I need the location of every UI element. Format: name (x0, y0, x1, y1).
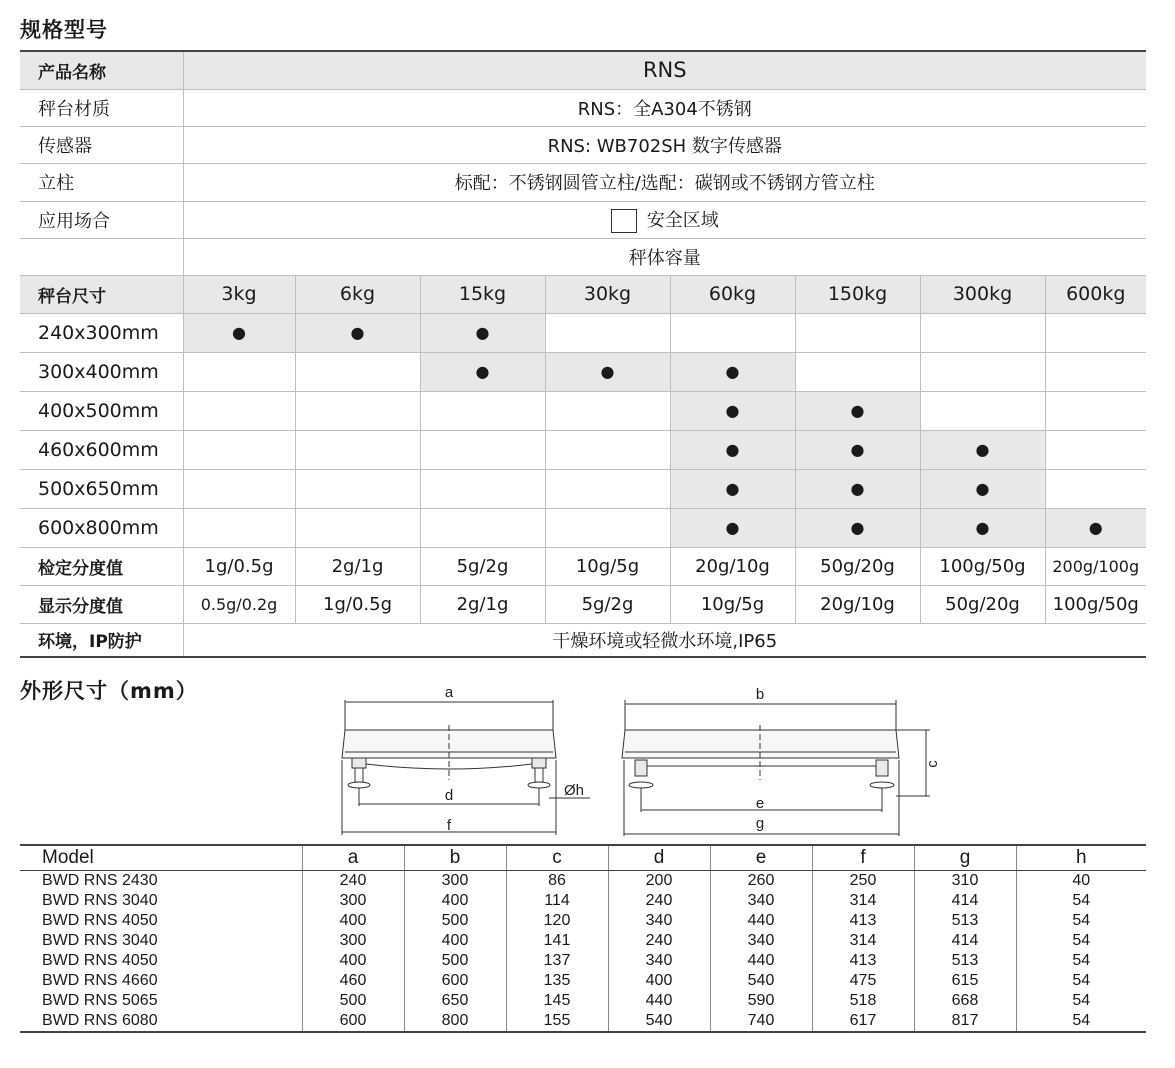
model-row (20, 871, 1146, 892)
size-capacity-cell (920, 391, 1045, 430)
sensor-value: RNS: WB702SH 数字传感器 (183, 126, 1146, 163)
size-capacity-cell (795, 313, 920, 352)
model-header-cell: e (710, 845, 812, 871)
model-value-cell: 340 (608, 951, 710, 971)
size-capacity-cell (545, 508, 670, 547)
dim-b-label: b (755, 686, 765, 703)
availability-dot: ● (725, 479, 740, 498)
model-row (20, 931, 1146, 951)
size-label-cell: 300x400mm (20, 352, 183, 391)
model-name-cell: BWD RNS 4050 (42, 912, 158, 929)
model-value-cell: 120 (506, 911, 608, 931)
model-name-cell: BWD RNS 3040 (42, 932, 158, 949)
display-division-value: 0.5g/0.2g (183, 585, 295, 623)
capacity-header-row (20, 275, 1146, 313)
model-header-cell: f (812, 845, 914, 871)
capacity-header-cell: 150kg (795, 275, 920, 313)
verify-division-value: 2g/1g (295, 547, 420, 585)
display-division-value: 10g/5g (670, 585, 795, 623)
model-value-cell: 137 (506, 951, 608, 971)
model-header-cell: h (1016, 845, 1146, 871)
size-label-cell: 460x600mm (20, 430, 183, 469)
availability-dot: ● (850, 479, 865, 498)
size-row (20, 352, 1146, 391)
size-label-cell: 240x300mm (20, 313, 183, 352)
sensor-label: 传感器 (20, 126, 183, 163)
size-capacity-cell (670, 508, 795, 547)
size-capacity-cell (670, 469, 795, 508)
model-value-cell: 250 (812, 871, 914, 892)
dimension-drawing (330, 680, 950, 840)
size-capacity-cell (295, 391, 420, 430)
model-value-cell: 400 (404, 931, 506, 951)
model-value-cell: 413 (812, 911, 914, 931)
size-capacity-cell (1045, 391, 1146, 430)
model-value-cell: 86 (506, 871, 608, 892)
model-value-cell: 414 (914, 931, 1016, 951)
model-value-cell: 440 (608, 991, 710, 1011)
availability-dot: ● (850, 401, 865, 420)
capacity-header-cell: 30kg (545, 275, 670, 313)
size-capacity-cell (183, 508, 295, 547)
size-capacity-cell (920, 469, 1045, 508)
dim-c-label: c (924, 760, 941, 768)
model-name-cell: BWD RNS 3040 (42, 892, 158, 909)
model-value-cell: 314 (812, 931, 914, 951)
model-value-cell: 615 (914, 971, 1016, 991)
model-value-cell: 668 (914, 991, 1016, 1011)
material-value: RNS：全A304不锈钢 (183, 89, 1146, 126)
size-capacity-cell (920, 508, 1045, 547)
product-label: 产品名称 (20, 51, 183, 89)
size-capacity-cell (1045, 469, 1146, 508)
display-division-value: 5g/2g (545, 585, 670, 623)
model-value-cell: 590 (710, 991, 812, 1011)
size-capacity-cell (1045, 430, 1146, 469)
model-value-cell: 54 (1016, 911, 1146, 931)
verify-division-value: 10g/5g (545, 547, 670, 585)
model-value-cell: 300 (302, 891, 404, 911)
size-capacity-cell (545, 352, 670, 391)
size-row (20, 469, 1146, 508)
environment-label: 环境，IP防护 (20, 623, 183, 657)
model-value-cell: 340 (608, 911, 710, 931)
size-capacity-cell (420, 469, 545, 508)
availability-dot: ● (975, 518, 990, 537)
size-capacity-cell (670, 313, 795, 352)
size-capacity-cell (920, 430, 1045, 469)
size-label-cell: 600x800mm (20, 508, 183, 547)
model-name-cell: BWD RNS 4660 (42, 972, 158, 989)
model-value-cell: 340 (710, 891, 812, 911)
model-header-cell: b (404, 845, 506, 871)
model-header-cell: c (506, 845, 608, 871)
model-header-cell: a (302, 845, 404, 871)
spec-table (20, 50, 1146, 658)
verify-division-value: 20g/10g (670, 547, 795, 585)
model-value-cell: 260 (710, 871, 812, 892)
size-row (20, 430, 1146, 469)
model-value-cell: 600 (302, 1011, 404, 1032)
display-division-value: 1g/0.5g (295, 585, 420, 623)
size-capacity-cell (670, 352, 795, 391)
model-value-cell: 600 (404, 971, 506, 991)
column-label: 立柱 (20, 163, 183, 201)
availability-dot: ● (1088, 518, 1103, 537)
model-value-cell: 540 (608, 1011, 710, 1032)
model-value-cell: 817 (914, 1011, 1016, 1032)
model-value-cell: 54 (1016, 1011, 1146, 1032)
size-capacity-cell (295, 313, 420, 352)
size-capacity-cell (295, 352, 420, 391)
application-value: 安全区域 (646, 210, 719, 231)
capacity-empty-cell (20, 238, 183, 275)
product-value: RNS (183, 51, 1146, 89)
display-division-row (20, 585, 1146, 623)
model-value-cell: 513 (914, 911, 1016, 931)
model-row (20, 1011, 1146, 1032)
model-value-cell: 650 (404, 991, 506, 1011)
model-value-cell: 414 (914, 891, 1016, 911)
application-cell (183, 201, 1146, 238)
verify-division-value: 200g/100g (1045, 547, 1146, 585)
size-capacity-cell (1045, 508, 1146, 547)
dim-g-label: g (755, 815, 765, 832)
size-capacity-cell (1045, 352, 1146, 391)
model-value-cell: 413 (812, 951, 914, 971)
capacity-label: 秤体容量 (183, 238, 1146, 275)
front-view (342, 700, 590, 835)
capacity-header-cell: 15kg (420, 275, 545, 313)
model-value-cell: 240 (608, 891, 710, 911)
model-value-cell: 54 (1016, 971, 1146, 991)
size-capacity-cell (295, 469, 420, 508)
size-capacity-cell (545, 313, 670, 352)
capacity-row (20, 238, 1146, 275)
verify-division-value: 5g/2g (420, 547, 545, 585)
model-value-cell: 40 (1016, 871, 1146, 892)
capacity-header-cell: 60kg (670, 275, 795, 313)
availability-dot: ● (850, 440, 865, 459)
model-value-cell: 400 (302, 911, 404, 931)
model-row (20, 891, 1146, 911)
model-row (20, 951, 1146, 971)
size-capacity-cell (545, 430, 670, 469)
size-capacity-cell (795, 430, 920, 469)
size-capacity-cell (183, 469, 295, 508)
display-division-value: 100g/50g (1045, 585, 1146, 623)
size-capacity-cell (183, 430, 295, 469)
model-value-cell: 500 (404, 951, 506, 971)
capacity-header-cell: 300kg (920, 275, 1045, 313)
capacity-header-cell: 3kg (183, 275, 295, 313)
model-value-cell: 314 (812, 891, 914, 911)
model-value-cell: 518 (812, 991, 914, 1011)
application-label: 应用场合 (20, 201, 183, 238)
model-name-cell: BWD RNS 2430 (42, 872, 158, 889)
availability-dot: ● (725, 518, 740, 537)
size-label-cell: 500x650mm (20, 469, 183, 508)
model-name-cell: BWD RNS 5065 (42, 992, 158, 1009)
product-row (20, 51, 1146, 89)
dim-e-label: e (755, 795, 765, 812)
size-capacity-cell (920, 313, 1045, 352)
dim-a-label: a (444, 684, 454, 701)
model-value-cell: 800 (404, 1011, 506, 1032)
availability-dot: ● (600, 362, 615, 381)
size-capacity-cell (183, 391, 295, 430)
availability-dot: ● (725, 401, 740, 420)
model-value-cell: 400 (608, 971, 710, 991)
availability-dot: ● (232, 323, 246, 342)
dim-title: 外形尺寸（mm） (20, 679, 198, 703)
model-value-cell: 141 (506, 931, 608, 951)
size-capacity-cell (420, 313, 545, 352)
model-value-cell: 513 (914, 951, 1016, 971)
size-capacity-cell (1045, 313, 1146, 352)
environment-row (20, 623, 1146, 657)
dim-d-label: d (444, 787, 454, 804)
size-capacity-cell (420, 430, 545, 469)
model-table (20, 844, 1146, 1033)
model-value-cell: 240 (608, 931, 710, 951)
verify-division-value: 50g/20g (795, 547, 920, 585)
size-capacity-cell (420, 352, 545, 391)
material-label: 秤台材质 (20, 89, 183, 126)
size-capacity-cell (795, 508, 920, 547)
verify-division-row (20, 547, 1146, 585)
model-value-cell: 54 (1016, 931, 1146, 951)
model-value-cell: 135 (506, 971, 608, 991)
size-capacity-cell (920, 352, 1045, 391)
size-capacity-cell (795, 352, 920, 391)
display-division-label: 显示分度值 (20, 585, 183, 623)
model-value-cell: 400 (302, 951, 404, 971)
model-header-cell: g (914, 845, 1016, 871)
model-row (20, 991, 1146, 1011)
verify-division-value: 100g/50g (920, 547, 1045, 585)
model-value-cell: 54 (1016, 891, 1146, 911)
model-value-cell: 145 (506, 991, 608, 1011)
model-value-cell: 475 (812, 971, 914, 991)
model-header-row (20, 845, 1146, 871)
capacity-header-cell: 600kg (1045, 275, 1146, 313)
size-capacity-cell (670, 391, 795, 430)
dim-f-label: f (446, 817, 452, 834)
size-capacity-cell (420, 391, 545, 430)
display-division-value: 50g/20g (920, 585, 1045, 623)
availability-dot: ● (975, 440, 990, 459)
model-value-cell: 54 (1016, 991, 1146, 1011)
availability-dot: ● (725, 440, 740, 459)
availability-dot: ● (475, 362, 490, 381)
model-value-cell: 240 (302, 871, 404, 892)
size-row (20, 313, 1146, 352)
size-label: 秤台尺寸 (20, 275, 183, 313)
availability-dot: ● (475, 323, 490, 342)
display-division-value: 2g/1g (420, 585, 545, 623)
model-value-cell: 540 (710, 971, 812, 991)
size-capacity-cell (183, 352, 295, 391)
model-value-cell: 300 (404, 871, 506, 892)
model-value-cell: 440 (710, 911, 812, 931)
spec-title: 规格型号 (20, 18, 108, 42)
verify-division-label: 检定分度值 (20, 547, 183, 585)
availability-dot: ● (350, 323, 365, 342)
size-capacity-cell (670, 430, 795, 469)
checkbox-icon (611, 209, 637, 233)
model-name-cell: BWD RNS 4050 (42, 952, 158, 969)
application-row (20, 201, 1146, 238)
size-capacity-cell (295, 430, 420, 469)
display-division-value: 20g/10g (795, 585, 920, 623)
size-capacity-cell (545, 391, 670, 430)
material-row (20, 89, 1146, 126)
verify-division-value: 1g/0.5g (183, 547, 295, 585)
model-value-cell: 340 (710, 931, 812, 951)
size-capacity-cell (545, 469, 670, 508)
dim-h-label: Øh (564, 782, 585, 799)
model-value-cell: 54 (1016, 951, 1146, 971)
size-row (20, 508, 1146, 547)
model-header-cell: d (608, 845, 710, 871)
availability-dot: ● (975, 479, 990, 498)
size-capacity-cell (795, 469, 920, 508)
environment-value: 干燥环境或轻微水环境,IP65 (183, 623, 1146, 657)
availability-dot: ● (850, 518, 865, 537)
model-name-cell: BWD RNS 6080 (20, 1011, 302, 1032)
sensor-row (20, 126, 1146, 163)
capacity-header-cell: 6kg (295, 275, 420, 313)
availability-dot: ● (725, 362, 740, 381)
size-capacity-cell (795, 391, 920, 430)
model-value-cell: 114 (506, 891, 608, 911)
model-value-cell: 310 (914, 871, 1016, 892)
size-capacity-cell (183, 313, 295, 352)
model-value-cell: 300 (302, 931, 404, 951)
model-value-cell: 500 (302, 991, 404, 1011)
size-label-cell: 400x500mm (20, 391, 183, 430)
model-value-cell: 460 (302, 971, 404, 991)
column-row (20, 163, 1146, 201)
side-view (622, 700, 930, 836)
model-row (20, 971, 1146, 991)
size-row (20, 391, 1146, 430)
model-value-cell: 200 (608, 871, 710, 892)
model-value-cell: 400 (404, 891, 506, 911)
model-value-cell: 440 (710, 951, 812, 971)
model-row (20, 911, 1146, 931)
size-capacity-cell (420, 508, 545, 547)
size-capacity-cell (295, 508, 420, 547)
column-value: 标配：不锈钢圆管立柱/选配：碳钢或不锈钢方管立柱 (183, 163, 1146, 201)
model-value-cell: 500 (404, 911, 506, 931)
model-value-cell: 740 (710, 1011, 812, 1032)
model-value-cell: 155 (506, 1011, 608, 1032)
model-header-cell: Model (20, 845, 302, 871)
model-value-cell: 617 (812, 1011, 914, 1032)
